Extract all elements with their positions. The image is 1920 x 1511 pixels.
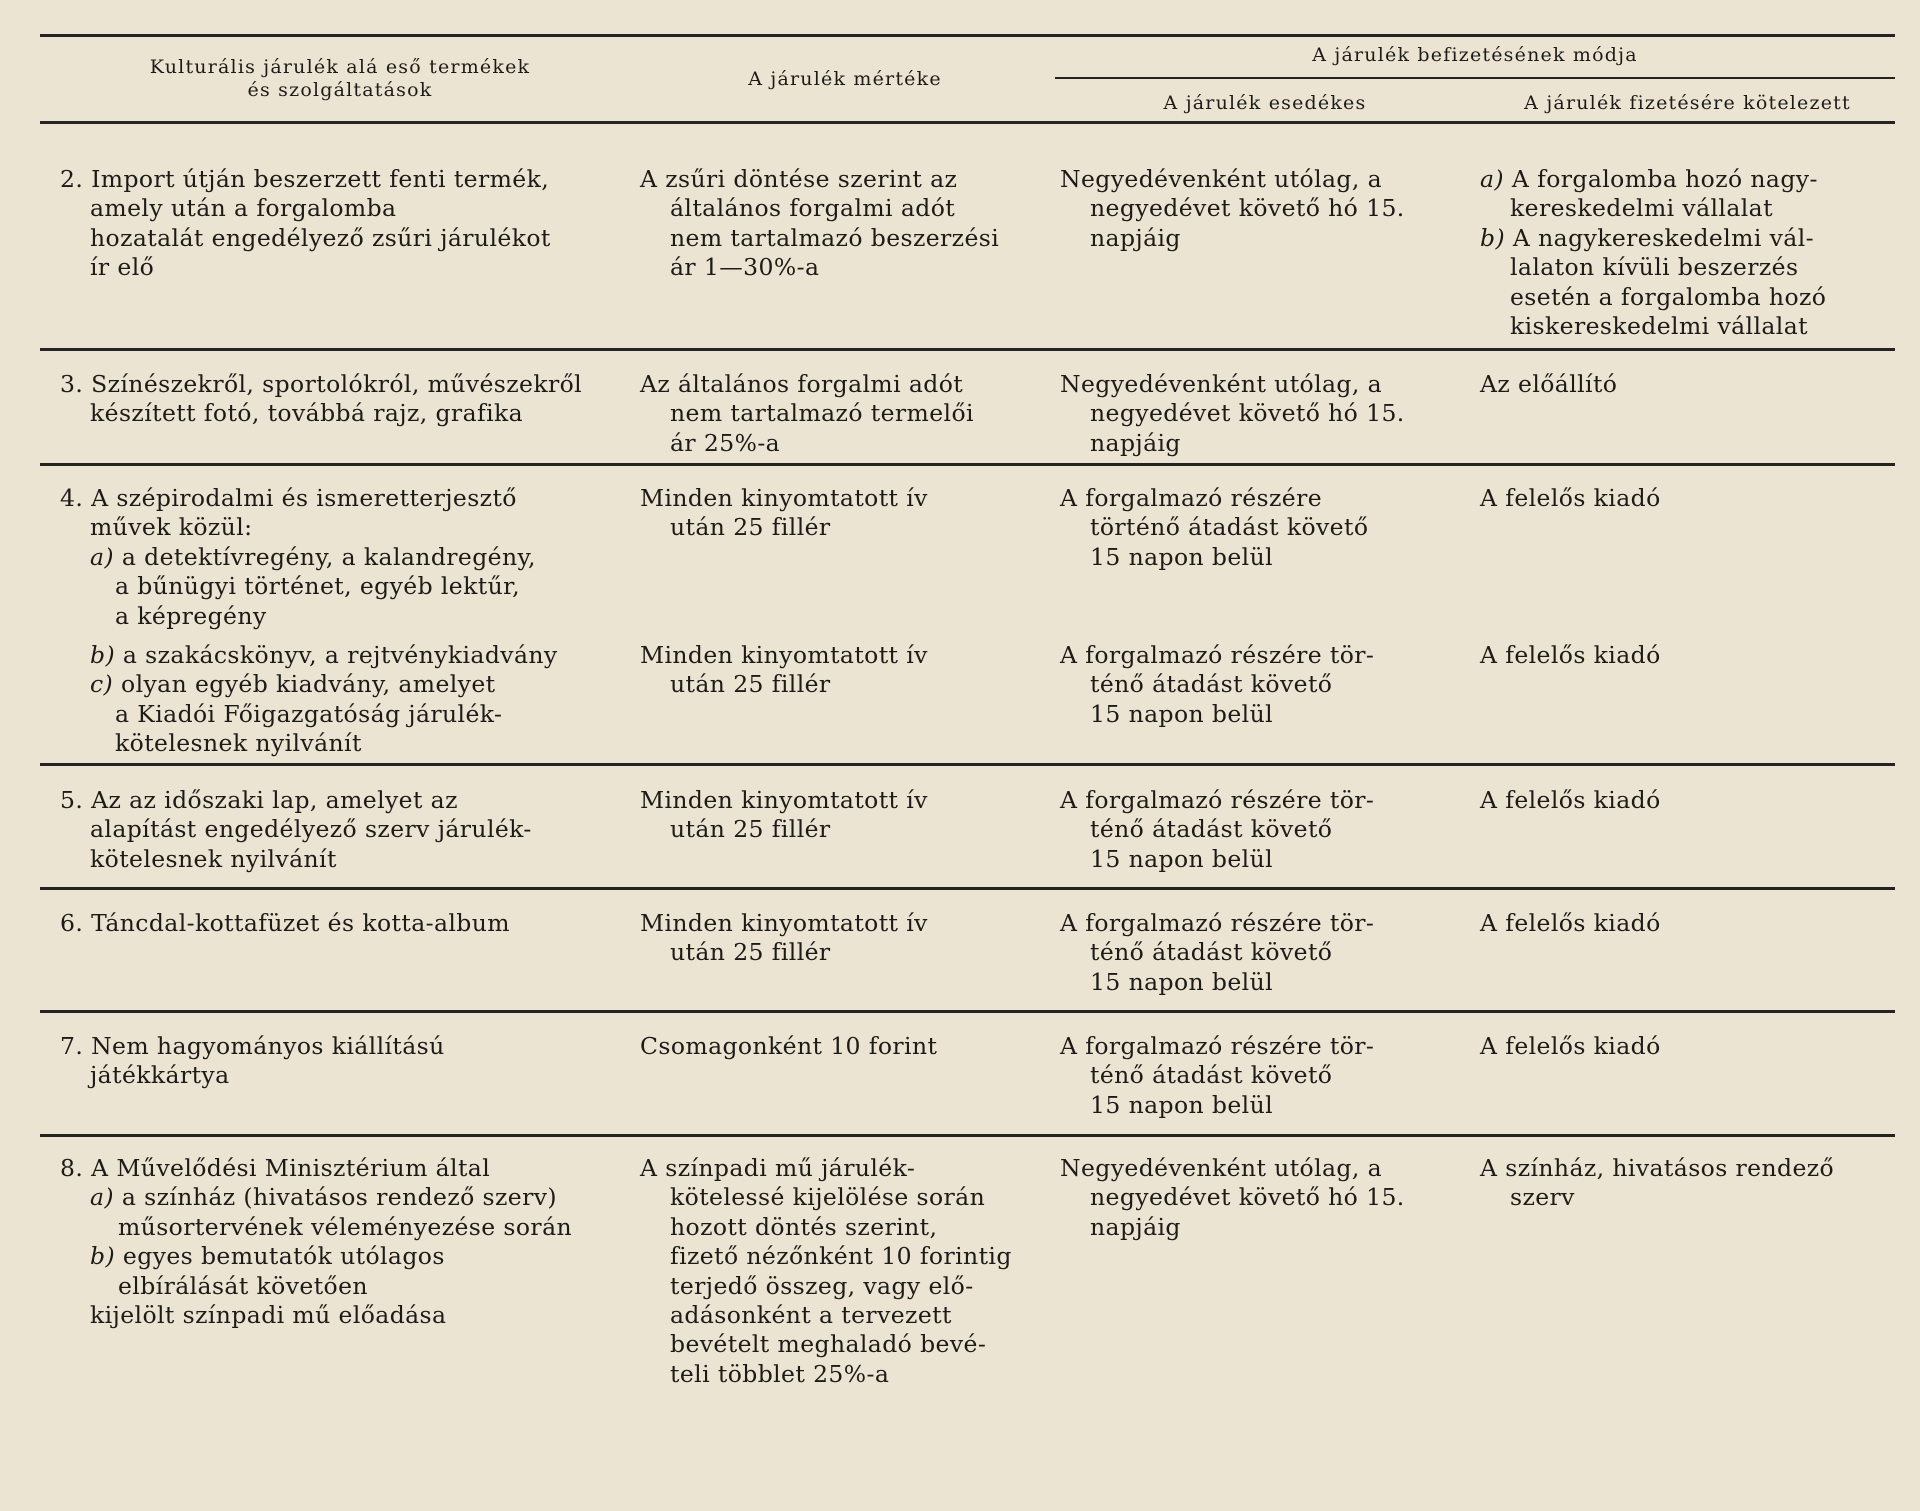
text-line: 8. A Művelődési Minisztérium által: [60, 1154, 491, 1182]
row-5-due: [1060, 786, 1374, 874]
text-line: Negyedévenként utólag, a: [1060, 370, 1383, 398]
row-6-obligor: [1480, 909, 1661, 938]
item-label: a): [1480, 165, 1504, 193]
text-line: teli többlet 25%-a: [670, 1359, 890, 1388]
text-line: [60, 1242, 572, 1271]
row-5-products: [60, 786, 532, 874]
item-label: b): [1480, 223, 1506, 252]
text-line: műsortervének véleményezése során: [118, 1212, 573, 1241]
text-line: A színház, hivatásos rendező: [1480, 1154, 1835, 1182]
text-line: kereskedelmi vállalat: [1510, 194, 1773, 223]
header-products-line2: és szolgáltatások: [247, 79, 433, 101]
text-line: Csomagonként 10 forint: [640, 1032, 938, 1060]
text-line: után 25 fillér: [670, 670, 831, 699]
text-line: [1480, 165, 1826, 194]
item-text: a színház (hivatásos rendező szerv): [121, 1183, 557, 1212]
text-line: A felelős kiadó: [1480, 786, 1661, 814]
row-5-obligor: [1480, 786, 1661, 815]
text-line: 6. Táncdal-kottafüzet és kotta-album: [60, 909, 510, 937]
text-line: A színpadi mű járulék-: [640, 1154, 916, 1182]
text-line: A zsűri döntése szerint az: [640, 165, 958, 193]
item-text: a detektívregény, a kalandregény,: [121, 542, 536, 571]
item-label: b): [90, 1242, 116, 1271]
row-5-rate: [640, 786, 928, 845]
group-rule: [1055, 77, 1895, 79]
text-line: a bűnügyi történet, egyéb lektűr,: [115, 572, 521, 601]
header-products: [50, 56, 630, 102]
text-line: játékkártya: [90, 1061, 230, 1090]
header-payment-method: A járulék befizetésének módja: [1312, 44, 1638, 66]
text-line: adásonként a tervezett: [670, 1301, 952, 1330]
text-line: [60, 1183, 572, 1212]
text-line: 15 napon belül: [1090, 699, 1274, 728]
text-line: alapítást engedélyező szerv járulék-: [90, 815, 532, 844]
text-line: [60, 670, 558, 699]
row-4-rate: [640, 484, 928, 543]
row-6-due: [1060, 909, 1374, 997]
text-line: Negyedévenként utólag, a: [1060, 1154, 1383, 1182]
text-line: Az előállító: [1480, 370, 1618, 398]
text-line: 15 napon belül: [1090, 967, 1274, 996]
text-line: ténő átadást követő: [1090, 815, 1333, 844]
row-7-due: [1060, 1032, 1374, 1120]
text-line: napjáig: [1090, 223, 1181, 252]
text-line: 5. Az az időszaki lap, amelyet az: [60, 786, 458, 814]
text-line: ír elő: [90, 253, 155, 282]
row-2-products: [60, 165, 551, 283]
row-7-obligor: [1480, 1032, 1661, 1061]
text-line: esetén a forgalomba hozó: [1510, 282, 1827, 311]
row-3-products: [60, 370, 582, 429]
row-4-due: [1060, 484, 1368, 572]
item-text: A nagykereskedelmi vál-: [1512, 223, 1814, 252]
text-line: a Kiadói Főigazgatóság járulék-: [115, 699, 503, 728]
row-2-due: [1060, 165, 1405, 253]
text-line: kötelesnek nyilvánít: [115, 729, 362, 758]
row-7-products: [60, 1032, 445, 1091]
row-8-products: [60, 1154, 572, 1330]
row-4bc-rate: [640, 641, 928, 700]
text-line: 15 napon belül: [1090, 844, 1274, 873]
row-6-rate: [640, 909, 928, 968]
item-label: b): [90, 641, 116, 669]
text-line: lalaton kívüli beszerzés: [1510, 253, 1799, 282]
row-8-due: [1060, 1154, 1405, 1242]
row-4bc-obligor: [1480, 641, 1661, 670]
text-line: A forgalmazó részére tör-: [1060, 786, 1375, 814]
text-line: ár 1—30%-a: [670, 253, 820, 282]
row-4bc-products: [60, 641, 558, 759]
row-3-due: [1060, 370, 1405, 458]
text-line: ténő átadást követő: [1090, 670, 1333, 699]
row-3-obligor: [1480, 370, 1617, 399]
text-line: 3. Színészekről, sportolókról, művészekről: [60, 370, 583, 398]
row-4-products: [60, 484, 536, 631]
text-line: általános forgalmi adót: [670, 194, 956, 223]
text-line: elbírálását követően: [118, 1271, 368, 1300]
text-line: A felelős kiadó: [1480, 909, 1661, 937]
text-line: Minden kinyomtatott ív: [640, 641, 928, 669]
text-line: kötelesnek nyilvánít: [90, 844, 337, 873]
row-divider: [40, 1134, 1895, 1137]
text-line: után 25 fillér: [670, 938, 831, 967]
row-2-rate: [640, 165, 999, 283]
text-line: Minden kinyomtatott ív: [640, 786, 928, 814]
item-text: A forgalomba hozó nagy-: [1511, 165, 1818, 193]
text-line: hozatalát engedélyező zsűri járulékot: [90, 223, 551, 252]
text-line: [60, 543, 536, 572]
text-line: fizető nézőnként 10 forintig: [670, 1242, 1012, 1271]
header-bottom-rule: [40, 121, 1895, 124]
text-line: [60, 641, 558, 670]
text-line: kiskereskedelmi vállalat: [1510, 312, 1808, 341]
row-divider: [40, 348, 1895, 351]
header-obligor: A járulék fizetésére kötelezett: [1524, 92, 1851, 114]
text-line: 4. A szépirodalmi és ismeretterjesztő: [60, 484, 517, 512]
text-line: Minden kinyomtatott ív: [640, 909, 928, 937]
text-line: készített fotó, továbbá rajz, grafika: [90, 399, 524, 428]
row-divider: [40, 763, 1895, 766]
text-line: ténő átadást követő: [1090, 1061, 1333, 1090]
row-divider: [40, 463, 1895, 466]
text-line: 7. Nem hagyományos kiállítású: [60, 1032, 445, 1060]
text-line: 15 napon belül: [1090, 1090, 1274, 1119]
text-line: [1480, 224, 1826, 253]
item-label: c): [90, 670, 114, 699]
text-line: bevételt meghaladó bevé-: [670, 1330, 987, 1359]
text-line: napjáig: [1090, 1212, 1181, 1241]
text-line: művek közül:: [90, 513, 253, 542]
text-line: hozott döntés szerint,: [670, 1212, 938, 1241]
row-8-obligor: [1480, 1154, 1834, 1213]
item-label: a): [90, 542, 114, 571]
header-rate: A járulék mértéke: [748, 68, 942, 90]
text-line: történő átadást követő: [1090, 513, 1369, 542]
text-line: nem tartalmazó beszerzési: [670, 223, 1000, 252]
text-line: A felelős kiadó: [1480, 641, 1661, 669]
text-line: A forgalmazó részére tör-: [1060, 1032, 1375, 1060]
text-line: negyedévet követő hó 15.: [1090, 1183, 1405, 1212]
row-4-obligor: [1480, 484, 1661, 513]
text-line: Az általános forgalmi adót: [640, 370, 964, 398]
header-products-line1: Kulturális járulék alá eső termékek: [149, 56, 531, 78]
text-line: kijelölt színpadi mű előadása: [90, 1301, 447, 1330]
text-line: amely után a forgalomba: [90, 194, 397, 223]
row-6-products: [60, 909, 510, 938]
text-line: szerv: [1510, 1183, 1575, 1212]
row-3-rate: [640, 370, 974, 458]
text-line: után 25 fillér: [670, 513, 831, 542]
text-line: napjáig: [1090, 428, 1181, 457]
item-text: a szakácskönyv, a rejtvénykiadvány: [122, 641, 558, 669]
text-line: A forgalmazó részére tör-: [1060, 909, 1375, 937]
row-divider: [40, 1010, 1895, 1013]
top-rule: [40, 34, 1895, 37]
text-line: Minden kinyomtatott ív: [640, 484, 928, 512]
text-line: 2. Import útján beszerzett fenti termék,: [60, 165, 550, 193]
row-8-rate: [640, 1154, 1012, 1389]
item-text: egyes bemutatók utólagos: [122, 1242, 445, 1271]
text-line: Negyedévenként utólag, a: [1060, 165, 1383, 193]
item-label: a): [90, 1183, 114, 1212]
text-line: 15 napon belül: [1090, 542, 1274, 571]
text-line: A forgalmazó részére: [1060, 484, 1323, 512]
text-line: ténő átadást követő: [1090, 938, 1333, 967]
text-line: nem tartalmazó termelői: [670, 399, 974, 428]
text-line: kötelessé kijelölése során: [670, 1183, 986, 1212]
text-line: után 25 fillér: [670, 815, 831, 844]
row-divider: [40, 887, 1895, 890]
text-line: negyedévet követő hó 15.: [1090, 194, 1405, 223]
text-line: ár 25%-a: [670, 428, 781, 457]
text-line: a képregény: [115, 601, 267, 630]
row-7-rate: [640, 1032, 937, 1061]
item-text: olyan egyéb kiadvány, amelyet: [121, 670, 496, 699]
text-line: negyedévet követő hó 15.: [1090, 399, 1405, 428]
text-line: A forgalmazó részére tör-: [1060, 641, 1375, 669]
header-due: A járulék esedékes: [1163, 92, 1367, 114]
text-line: terjedő összeg, vagy elő-: [670, 1271, 974, 1300]
row-4bc-due: [1060, 641, 1374, 729]
row-2-obligor: [1480, 165, 1826, 341]
text-line: A felelős kiadó: [1480, 1032, 1661, 1060]
text-line: A felelős kiadó: [1480, 484, 1661, 512]
